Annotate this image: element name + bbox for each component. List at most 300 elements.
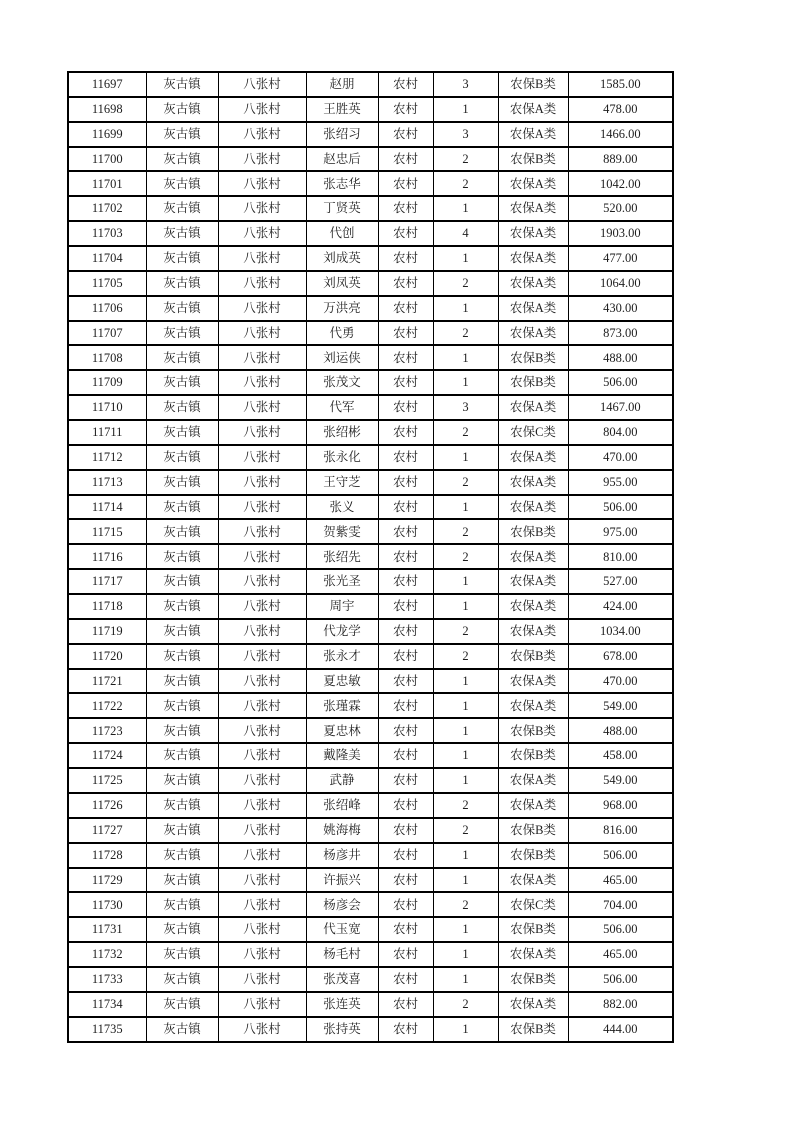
table-row: [68, 693, 673, 718]
cell-village: 八张村: [218, 345, 306, 370]
cell-village: 八张村: [218, 843, 306, 868]
cell-town: 灰古镇: [146, 296, 218, 321]
cell-name: 戴隆美: [306, 743, 378, 768]
cell-person-count: 4: [433, 221, 498, 246]
cell-person-count: 2: [433, 644, 498, 669]
cell-town: 灰古镇: [146, 569, 218, 594]
cell-amount: 810.00: [568, 544, 673, 569]
cell-insurance-category: 农保B类: [498, 1017, 568, 1042]
cell-name: 代勇: [306, 321, 378, 346]
cell-insurance-category: 农保A类: [498, 271, 568, 296]
table-row: [68, 495, 673, 520]
cell-town: 灰古镇: [146, 917, 218, 942]
cell-village: 八张村: [218, 868, 306, 893]
cell-person-count: 1: [433, 768, 498, 793]
cell-amount: 1585.00: [568, 72, 673, 97]
cell-serial-number: 11712: [68, 445, 146, 470]
cell-person-count: 1: [433, 942, 498, 967]
cell-town: 灰古镇: [146, 147, 218, 172]
cell-town: 灰古镇: [146, 122, 218, 147]
cell-person-count: 2: [433, 171, 498, 196]
cell-village: 八张村: [218, 718, 306, 743]
table-row: [68, 544, 673, 569]
cell-insurance-category: 农保A类: [498, 221, 568, 246]
cell-residence-type: 农村: [378, 519, 433, 544]
cell-name: 代军: [306, 395, 378, 420]
cell-insurance-category: 农保B类: [498, 843, 568, 868]
cell-town: 灰古镇: [146, 818, 218, 843]
cell-town: 灰古镇: [146, 967, 218, 992]
cell-amount: 816.00: [568, 818, 673, 843]
table-row: [68, 868, 673, 893]
cell-serial-number: 11723: [68, 718, 146, 743]
cell-amount: 520.00: [568, 196, 673, 221]
cell-amount: 458.00: [568, 743, 673, 768]
cell-insurance-category: 农保A类: [498, 196, 568, 221]
cell-name: 杨彦井: [306, 843, 378, 868]
cell-insurance-category: 农保B类: [498, 917, 568, 942]
cell-residence-type: 农村: [378, 693, 433, 718]
cell-residence-type: 农村: [378, 743, 433, 768]
cell-town: 灰古镇: [146, 495, 218, 520]
table-row: [68, 967, 673, 992]
cell-town: 灰古镇: [146, 544, 218, 569]
cell-village: 八张村: [218, 271, 306, 296]
cell-amount: 477.00: [568, 246, 673, 271]
table-row: [68, 917, 673, 942]
cell-insurance-category: 农保A类: [498, 693, 568, 718]
cell-town: 灰古镇: [146, 843, 218, 868]
cell-serial-number: 11716: [68, 544, 146, 569]
cell-person-count: 2: [433, 470, 498, 495]
cell-amount: 1034.00: [568, 619, 673, 644]
cell-insurance-category: 农保A类: [498, 495, 568, 520]
cell-serial-number: 11730: [68, 892, 146, 917]
cell-name: 夏忠林: [306, 718, 378, 743]
cell-amount: 465.00: [568, 942, 673, 967]
cell-person-count: 3: [433, 122, 498, 147]
table-row: [68, 594, 673, 619]
cell-residence-type: 农村: [378, 395, 433, 420]
cell-village: 八张村: [218, 395, 306, 420]
cell-person-count: 1: [433, 868, 498, 893]
table-row: [68, 992, 673, 1017]
cell-name: 张茂喜: [306, 967, 378, 992]
cell-name: 丁贤英: [306, 196, 378, 221]
cell-amount: 704.00: [568, 892, 673, 917]
cell-residence-type: 农村: [378, 818, 433, 843]
cell-serial-number: 11733: [68, 967, 146, 992]
cell-town: 灰古镇: [146, 669, 218, 694]
table-row: [68, 743, 673, 768]
cell-serial-number: 11726: [68, 793, 146, 818]
cell-town: 灰古镇: [146, 594, 218, 619]
cell-name: 张永化: [306, 445, 378, 470]
cell-residence-type: 农村: [378, 917, 433, 942]
cell-village: 八张村: [218, 818, 306, 843]
cell-town: 灰古镇: [146, 196, 218, 221]
cell-residence-type: 农村: [378, 669, 433, 694]
cell-name: 张绍彬: [306, 420, 378, 445]
cell-village: 八张村: [218, 296, 306, 321]
cell-amount: 873.00: [568, 321, 673, 346]
cell-residence-type: 农村: [378, 594, 433, 619]
table-row: [68, 296, 673, 321]
cell-name: 万洪亮: [306, 296, 378, 321]
cell-residence-type: 农村: [378, 1017, 433, 1042]
cell-amount: 470.00: [568, 669, 673, 694]
table-row: [68, 768, 673, 793]
cell-residence-type: 农村: [378, 72, 433, 97]
cell-serial-number: 11706: [68, 296, 146, 321]
cell-name: 张绍先: [306, 544, 378, 569]
cell-serial-number: 11725: [68, 768, 146, 793]
cell-name: 周宇: [306, 594, 378, 619]
cell-insurance-category: 农保A类: [498, 942, 568, 967]
cell-name: 张永才: [306, 644, 378, 669]
table-row: [68, 1017, 673, 1042]
table-row: [68, 718, 673, 743]
table-row: [68, 420, 673, 445]
cell-serial-number: 11728: [68, 843, 146, 868]
cell-village: 八张村: [218, 768, 306, 793]
cell-name: 张持英: [306, 1017, 378, 1042]
cell-amount: 1903.00: [568, 221, 673, 246]
cell-person-count: 1: [433, 693, 498, 718]
cell-serial-number: 11704: [68, 246, 146, 271]
cell-name: 张连英: [306, 992, 378, 1017]
cell-insurance-category: 农保A类: [498, 669, 568, 694]
cell-insurance-category: 农保A类: [498, 992, 568, 1017]
cell-residence-type: 农村: [378, 345, 433, 370]
cell-person-count: 1: [433, 569, 498, 594]
cell-residence-type: 农村: [378, 196, 433, 221]
cell-residence-type: 农村: [378, 370, 433, 395]
table-row: [68, 892, 673, 917]
cell-serial-number: 11731: [68, 917, 146, 942]
table-row: [68, 445, 673, 470]
cell-person-count: 1: [433, 917, 498, 942]
cell-serial-number: 11714: [68, 495, 146, 520]
cell-town: 灰古镇: [146, 942, 218, 967]
cell-village: 八张村: [218, 72, 306, 97]
cell-insurance-category: 农保A类: [498, 445, 568, 470]
table-row: [68, 370, 673, 395]
cell-amount: 488.00: [568, 718, 673, 743]
cell-serial-number: 11700: [68, 147, 146, 172]
cell-town: 灰古镇: [146, 693, 218, 718]
cell-name: 张志华: [306, 171, 378, 196]
cell-town: 灰古镇: [146, 271, 218, 296]
cell-insurance-category: 农保A类: [498, 793, 568, 818]
cell-serial-number: 11722: [68, 693, 146, 718]
table-row: [68, 122, 673, 147]
cell-name: 武静: [306, 768, 378, 793]
cell-residence-type: 农村: [378, 967, 433, 992]
cell-serial-number: 11719: [68, 619, 146, 644]
cell-amount: 1042.00: [568, 171, 673, 196]
cell-insurance-category: 农保A类: [498, 594, 568, 619]
cell-name: 赵朋: [306, 72, 378, 97]
cell-residence-type: 农村: [378, 843, 433, 868]
cell-residence-type: 农村: [378, 246, 433, 271]
cell-amount: 470.00: [568, 445, 673, 470]
cell-name: 贺紫雯: [306, 519, 378, 544]
cell-person-count: 1: [433, 967, 498, 992]
cell-residence-type: 农村: [378, 296, 433, 321]
cell-amount: 968.00: [568, 793, 673, 818]
cell-serial-number: 11710: [68, 395, 146, 420]
cell-town: 灰古镇: [146, 718, 218, 743]
cell-amount: 1466.00: [568, 122, 673, 147]
table-row: [68, 395, 673, 420]
cell-residence-type: 农村: [378, 420, 433, 445]
cell-serial-number: 11709: [68, 370, 146, 395]
cell-serial-number: 11734: [68, 992, 146, 1017]
cell-town: 灰古镇: [146, 619, 218, 644]
cell-town: 灰古镇: [146, 892, 218, 917]
cell-town: 灰古镇: [146, 470, 218, 495]
cell-residence-type: 农村: [378, 147, 433, 172]
cell-village: 八张村: [218, 147, 306, 172]
cell-insurance-category: 农保B类: [498, 345, 568, 370]
cell-town: 灰古镇: [146, 97, 218, 122]
cell-village: 八张村: [218, 196, 306, 221]
cell-village: 八张村: [218, 619, 306, 644]
cell-serial-number: 11715: [68, 519, 146, 544]
cell-amount: 975.00: [568, 519, 673, 544]
cell-insurance-category: 农保B类: [498, 370, 568, 395]
cell-person-count: 1: [433, 718, 498, 743]
cell-insurance-category: 农保A类: [498, 569, 568, 594]
cell-residence-type: 农村: [378, 892, 433, 917]
cell-residence-type: 农村: [378, 97, 433, 122]
cell-residence-type: 农村: [378, 868, 433, 893]
cell-person-count: 2: [433, 619, 498, 644]
cell-serial-number: 11707: [68, 321, 146, 346]
cell-residence-type: 农村: [378, 544, 433, 569]
cell-insurance-category: 农保B类: [498, 147, 568, 172]
cell-serial-number: 11708: [68, 345, 146, 370]
cell-person-count: 1: [433, 669, 498, 694]
cell-amount: 955.00: [568, 470, 673, 495]
cell-insurance-category: 农保A类: [498, 619, 568, 644]
cell-village: 八张村: [218, 793, 306, 818]
cell-name: 张义: [306, 495, 378, 520]
cell-village: 八张村: [218, 97, 306, 122]
cell-serial-number: 11727: [68, 818, 146, 843]
cell-name: 王守芝: [306, 470, 378, 495]
cell-person-count: 1: [433, 196, 498, 221]
cell-residence-type: 农村: [378, 122, 433, 147]
cell-amount: 527.00: [568, 569, 673, 594]
cell-name: 夏忠敏: [306, 669, 378, 694]
cell-amount: 444.00: [568, 1017, 673, 1042]
cell-amount: 549.00: [568, 693, 673, 718]
cell-town: 灰古镇: [146, 395, 218, 420]
table-row: [68, 644, 673, 669]
cell-person-count: 2: [433, 544, 498, 569]
table-row: [68, 519, 673, 544]
table-row: [68, 843, 673, 868]
table-row: [68, 470, 673, 495]
cell-village: 八张村: [218, 420, 306, 445]
table-row: [68, 569, 673, 594]
cell-amount: 506.00: [568, 917, 673, 942]
cell-person-count: 2: [433, 321, 498, 346]
cell-insurance-category: 农保A类: [498, 470, 568, 495]
cell-insurance-category: 农保B类: [498, 967, 568, 992]
table-row: [68, 942, 673, 967]
cell-person-count: 2: [433, 793, 498, 818]
cell-town: 灰古镇: [146, 992, 218, 1017]
cell-serial-number: 11702: [68, 196, 146, 221]
cell-village: 八张村: [218, 370, 306, 395]
cell-person-count: 1: [433, 296, 498, 321]
cell-residence-type: 农村: [378, 495, 433, 520]
cell-village: 八张村: [218, 445, 306, 470]
records-table: [67, 71, 674, 1043]
cell-amount: 882.00: [568, 992, 673, 1017]
table-row: [68, 818, 673, 843]
cell-amount: 478.00: [568, 97, 673, 122]
cell-amount: 1064.00: [568, 271, 673, 296]
cell-person-count: 1: [433, 743, 498, 768]
cell-village: 八张村: [218, 544, 306, 569]
cell-name: 代龙学: [306, 619, 378, 644]
cell-village: 八张村: [218, 321, 306, 346]
cell-serial-number: 11703: [68, 221, 146, 246]
table-row: [68, 221, 673, 246]
table-row: [68, 793, 673, 818]
cell-serial-number: 11718: [68, 594, 146, 619]
cell-name: 张绍峰: [306, 793, 378, 818]
cell-name: 张光圣: [306, 569, 378, 594]
cell-insurance-category: 农保C类: [498, 420, 568, 445]
cell-amount: 430.00: [568, 296, 673, 321]
cell-town: 灰古镇: [146, 1017, 218, 1042]
cell-person-count: 3: [433, 395, 498, 420]
cell-name: 杨彦会: [306, 892, 378, 917]
cell-person-count: 2: [433, 271, 498, 296]
cell-amount: 506.00: [568, 967, 673, 992]
cell-village: 八张村: [218, 917, 306, 942]
cell-person-count: 2: [433, 892, 498, 917]
cell-amount: 549.00: [568, 768, 673, 793]
cell-amount: 465.00: [568, 868, 673, 893]
cell-village: 八张村: [218, 246, 306, 271]
cell-name: 赵忠后: [306, 147, 378, 172]
cell-village: 八张村: [218, 519, 306, 544]
cell-serial-number: 11732: [68, 942, 146, 967]
cell-insurance-category: 农保A类: [498, 768, 568, 793]
cell-village: 八张村: [218, 693, 306, 718]
cell-village: 八张村: [218, 470, 306, 495]
cell-name: 代创: [306, 221, 378, 246]
cell-residence-type: 农村: [378, 718, 433, 743]
cell-insurance-category: 农保B类: [498, 644, 568, 669]
cell-person-count: 1: [433, 445, 498, 470]
table-row: [68, 72, 673, 97]
cell-village: 八张村: [218, 892, 306, 917]
cell-name: 刘运侠: [306, 345, 378, 370]
table-row: [68, 147, 673, 172]
table-row: [68, 196, 673, 221]
table-row: [68, 345, 673, 370]
cell-serial-number: 11699: [68, 122, 146, 147]
cell-town: 灰古镇: [146, 519, 218, 544]
cell-name: 姚海梅: [306, 818, 378, 843]
table-row: [68, 97, 673, 122]
cell-residence-type: 农村: [378, 942, 433, 967]
cell-name: 张茂文: [306, 370, 378, 395]
cell-residence-type: 农村: [378, 768, 433, 793]
cell-name: 刘凤英: [306, 271, 378, 296]
cell-town: 灰古镇: [146, 370, 218, 395]
table-body: [68, 72, 673, 1042]
cell-town: 灰古镇: [146, 420, 218, 445]
cell-town: 灰古镇: [146, 793, 218, 818]
cell-amount: 506.00: [568, 843, 673, 868]
cell-town: 灰古镇: [146, 768, 218, 793]
table-row: [68, 669, 673, 694]
cell-person-count: 2: [433, 519, 498, 544]
cell-serial-number: 11701: [68, 171, 146, 196]
cell-insurance-category: 农保B类: [498, 519, 568, 544]
cell-person-count: 1: [433, 97, 498, 122]
table-row: [68, 171, 673, 196]
cell-name: 王胜英: [306, 97, 378, 122]
cell-insurance-category: 农保A类: [498, 544, 568, 569]
cell-insurance-category: 农保B类: [498, 818, 568, 843]
cell-person-count: 1: [433, 594, 498, 619]
cell-town: 灰古镇: [146, 345, 218, 370]
table-row: [68, 619, 673, 644]
cell-town: 灰古镇: [146, 221, 218, 246]
cell-insurance-category: 农保B类: [498, 718, 568, 743]
cell-person-count: 2: [433, 818, 498, 843]
cell-village: 八张村: [218, 495, 306, 520]
cell-residence-type: 农村: [378, 445, 433, 470]
cell-serial-number: 11698: [68, 97, 146, 122]
cell-serial-number: 11735: [68, 1017, 146, 1042]
cell-serial-number: 11729: [68, 868, 146, 893]
cell-person-count: 1: [433, 370, 498, 395]
cell-town: 灰古镇: [146, 644, 218, 669]
cell-serial-number: 11713: [68, 470, 146, 495]
cell-village: 八张村: [218, 171, 306, 196]
cell-residence-type: 农村: [378, 271, 433, 296]
cell-town: 灰古镇: [146, 171, 218, 196]
cell-person-count: 1: [433, 345, 498, 370]
cell-person-count: 3: [433, 72, 498, 97]
cell-residence-type: 农村: [378, 221, 433, 246]
cell-village: 八张村: [218, 942, 306, 967]
cell-person-count: 1: [433, 246, 498, 271]
cell-serial-number: 11697: [68, 72, 146, 97]
cell-residence-type: 农村: [378, 569, 433, 594]
cell-name: 杨毛村: [306, 942, 378, 967]
cell-person-count: 1: [433, 495, 498, 520]
cell-insurance-category: 农保B类: [498, 743, 568, 768]
cell-residence-type: 农村: [378, 992, 433, 1017]
cell-name: 代玉宽: [306, 917, 378, 942]
cell-person-count: 2: [433, 992, 498, 1017]
cell-town: 灰古镇: [146, 743, 218, 768]
cell-name: 刘成英: [306, 246, 378, 271]
cell-residence-type: 农村: [378, 171, 433, 196]
cell-village: 八张村: [218, 594, 306, 619]
